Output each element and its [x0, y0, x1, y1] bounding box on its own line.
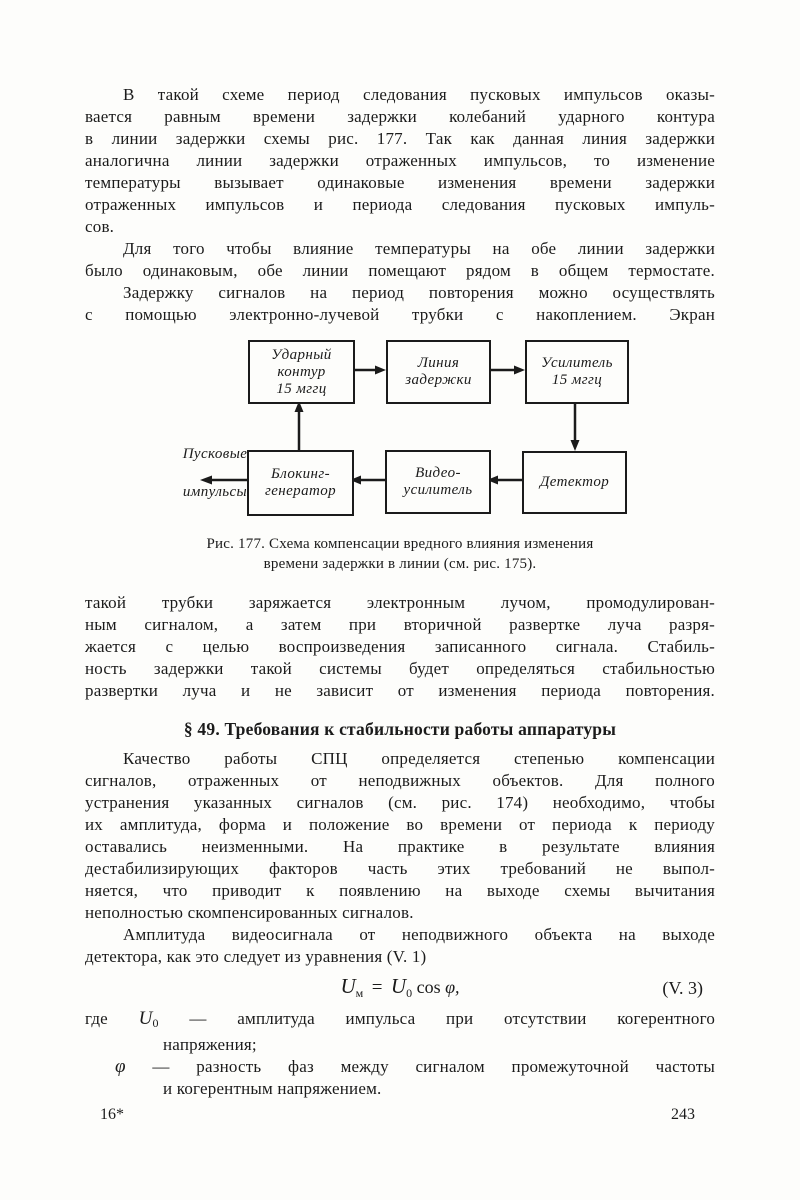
- text-line: такой трубки заряжается электронным лучом, промодулирован-: [85, 593, 715, 612]
- signature-mark: 16*: [100, 1106, 124, 1123]
- text-line: дестабилизирующих факторов часть этих требований не выпол-: [85, 859, 715, 878]
- diagram-box-video-amplifier: [385, 450, 491, 514]
- formula-subscript: 0: [152, 1016, 159, 1030]
- text-line: отраженных импульсов и периода следования пусковых импуль-: [85, 195, 715, 214]
- section-heading: § 49. Требования к стабильности работы аппаратуры: [183, 719, 617, 739]
- box-label-line: усилитель: [403, 482, 473, 498]
- figure-caption: [85, 534, 715, 574]
- box-label-line: контур: [277, 363, 326, 380]
- output-label-line1: Пусковые: [182, 446, 248, 462]
- formula-var: U: [138, 1008, 153, 1029]
- definition-line: [85, 1008, 715, 1034]
- equation-number: (V. 3): [662, 978, 703, 998]
- box-label-line: 15 мггц: [276, 380, 327, 397]
- cos-function: cos: [416, 977, 441, 997]
- diagram-box-shock-circuit: [248, 340, 355, 404]
- formula-var: U: [390, 974, 407, 998]
- text-line: детектора, как это следует из уравнения (V. 1): [85, 947, 427, 966]
- definition-text: амплитуда импульса при отсутствии когерентного: [237, 1009, 716, 1028]
- arrow-head: [375, 366, 386, 375]
- formula-subscript: 0: [406, 986, 413, 1000]
- text-line: Задержку сигналов на период повторения можно осуществлять: [123, 283, 715, 302]
- equals-sign: =: [371, 977, 383, 998]
- box-label-line: Блокинг-: [270, 466, 331, 482]
- box-label-line: Ударный: [271, 346, 332, 363]
- box-label-line: Усилитель: [541, 355, 613, 371]
- arrow-head: [571, 440, 580, 451]
- text-line: Амплитуда видеосигнала от неподвижного объекта на выходе: [123, 925, 715, 944]
- definitions-block: [85, 1008, 715, 1100]
- box-label-line: 15 мггц: [551, 372, 603, 388]
- figure-177: [85, 334, 715, 574]
- paragraph: [85, 924, 715, 968]
- caption-line: времени задержки в линии (см. рис. 175).: [263, 556, 537, 572]
- formula-subscript: м: [355, 986, 364, 1000]
- text-line: В такой схеме период следования пусковых импульсов оказы-: [123, 85, 715, 104]
- text-line: было одинаковым, обе линии помещают рядом в общем термостате.: [85, 261, 715, 280]
- text-line: температуры вызывает одинаковые изменения времени задержки: [85, 173, 715, 192]
- diagram-box-delay-line: [386, 340, 491, 404]
- text-column: [85, 0, 715, 1124]
- text-line: ным сигналом, а затем при вторичной развертке луча разря-: [85, 615, 715, 634]
- diagram-box-detector: [522, 451, 627, 514]
- paragraph: [85, 282, 715, 326]
- text-line: их амплитуда, форма и положение во времени от периода к периоду: [85, 815, 715, 834]
- box-label-line: Видео-: [415, 465, 461, 481]
- text-line: Качество работы СПЦ определяется степенью компенсации: [123, 749, 715, 768]
- diagram-box-amplifier: [525, 340, 629, 404]
- output-label-line2: импульсы: [182, 484, 248, 500]
- text-line: с помощью электронно-лучевой трубки с накоплением. Экран: [85, 305, 715, 324]
- text-line: неполностью скомпенсированных сигналов.: [85, 903, 414, 922]
- where-word: где: [85, 1009, 108, 1028]
- dash: —: [152, 1057, 170, 1076]
- block-diagram: [85, 334, 715, 526]
- definition-text: разность фаз между сигналом промежуточной частоты: [196, 1057, 716, 1076]
- text-line: няется, что приводит к появлению на выходе схемы вычитания: [85, 881, 715, 900]
- text-line: аналогична линии задержки отраженных импульсов, то изменение: [85, 151, 715, 170]
- paragraph: [85, 748, 715, 924]
- text-line: жается с целью воспроизведения записанного сигнала. Стабиль-: [85, 637, 715, 656]
- text-line: вается равным времени задержки колебаний ударного контура: [85, 107, 715, 126]
- page-footer: [85, 1106, 715, 1124]
- diagram-box-blocking-oscillator: [247, 450, 354, 516]
- text-line: в линии задержки схемы рис. 177. Так как данная линия задержки: [85, 129, 715, 148]
- text-line: оставались неизменными. На практике в результате влияния: [85, 837, 715, 856]
- text-line: Для того чтобы влияние температуры на обе линии задержки: [123, 239, 715, 258]
- arrow-head: [514, 366, 525, 375]
- definition-line: напряжения;: [163, 1035, 257, 1054]
- paragraph: [85, 592, 715, 702]
- page-number: 243: [671, 1106, 695, 1123]
- text-line: сигналов, отраженных от неподвижных объектов. Для полного: [85, 771, 715, 790]
- paragraph: [85, 238, 715, 282]
- paragraph: [85, 84, 715, 238]
- box-label-line: генератор: [264, 483, 337, 499]
- text-line: устранения указанных сигналов (см. рис. 174) необходимо, чтобы: [85, 793, 715, 812]
- text-line: сов.: [85, 217, 115, 236]
- phi-symbol: φ,: [445, 977, 460, 997]
- caption-line: Рис. 177. Схема компенсации вредного влияния изменения: [206, 536, 594, 552]
- equation-v3: [85, 974, 715, 1006]
- box-label-line: Линия: [417, 355, 460, 371]
- definition-line: [115, 1056, 715, 1078]
- box-label-line: задержки: [405, 372, 472, 388]
- box-label-line: Детектор: [539, 474, 610, 490]
- text-line: развертки луча и не зависит от изменения периода повторения.: [85, 681, 715, 700]
- text-line: ность задержки такой системы будет определяться стабильностью: [85, 659, 715, 678]
- phi-symbol: φ: [115, 1056, 126, 1077]
- definition-line: и когерентным напряжением.: [163, 1079, 382, 1098]
- dash: —: [189, 1009, 207, 1028]
- formula-var: U: [340, 974, 356, 998]
